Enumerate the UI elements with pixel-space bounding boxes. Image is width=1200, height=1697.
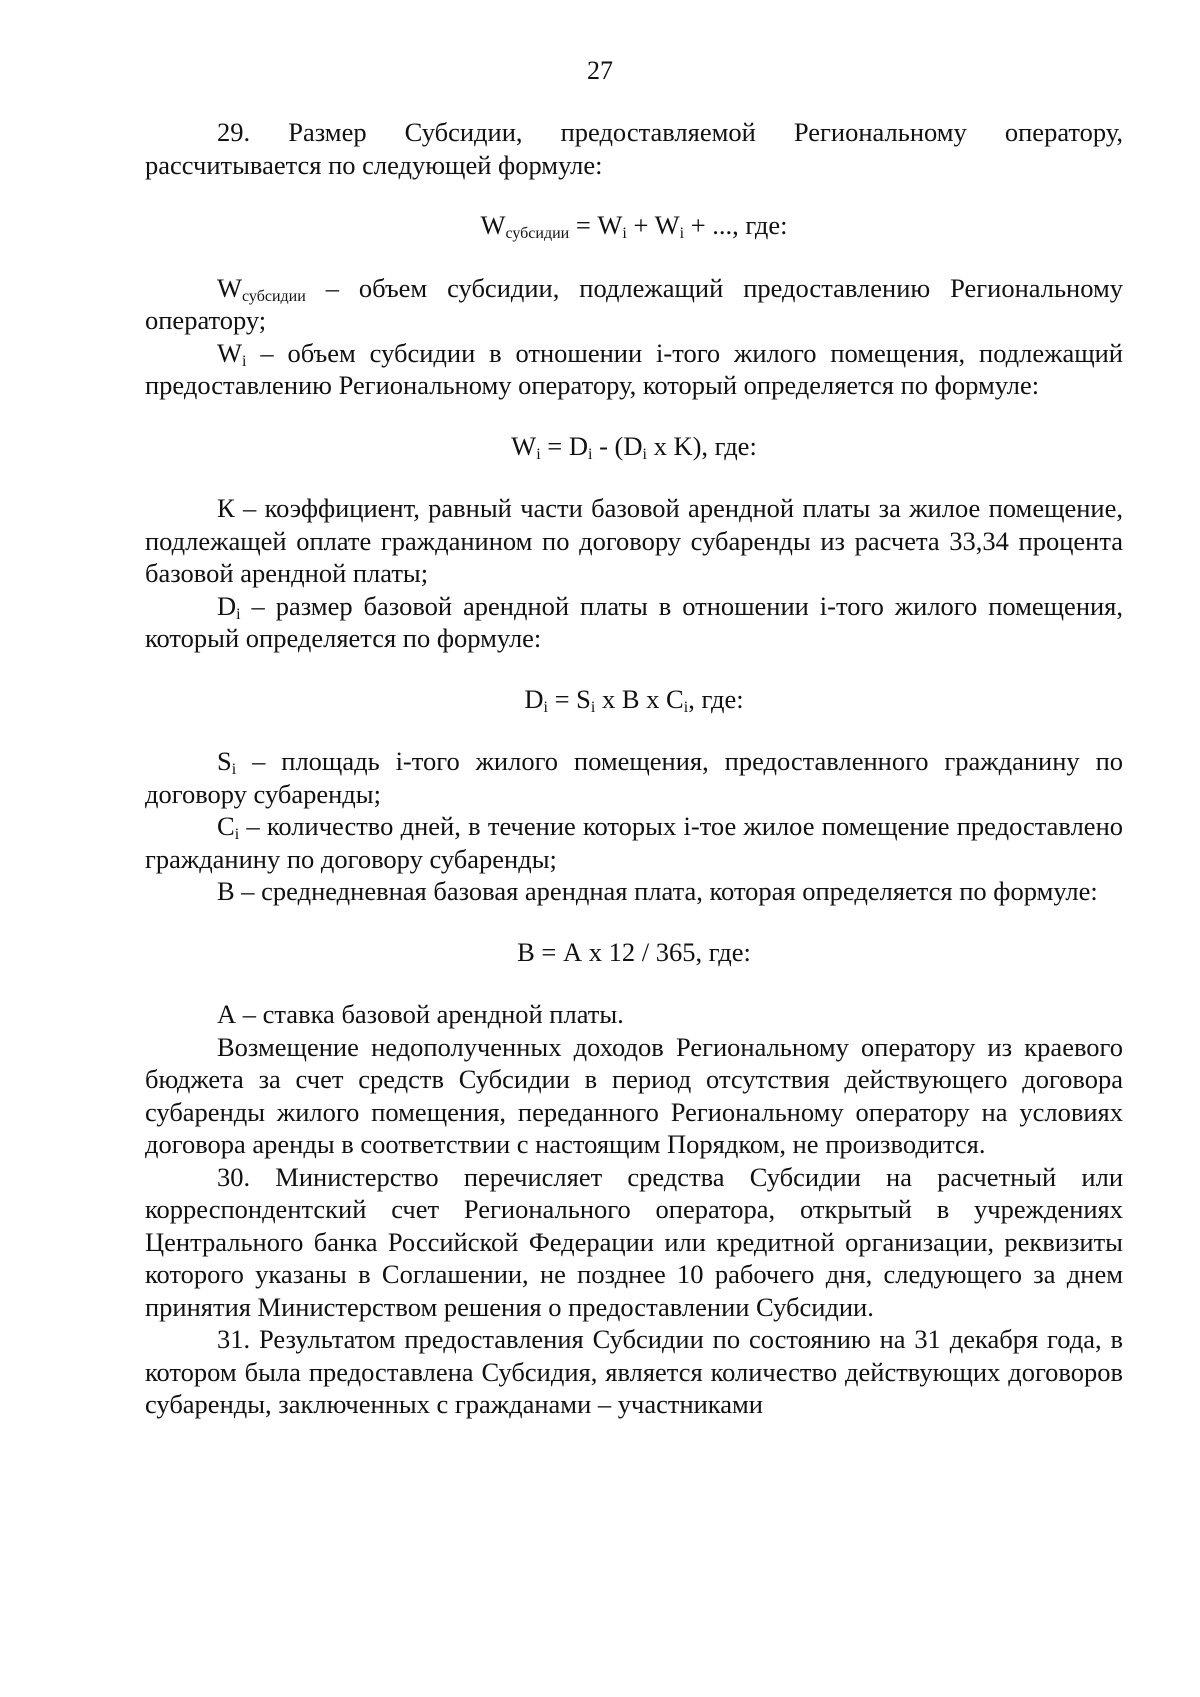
document-body	[145, 116, 1123, 1421]
paragraph-30: 30. Министерство перечисляет средства Субсидии на расчетный или корреспондентский счет Регионального оператора, открытый в учреждениях Центрального банка Российской Федерации или кредитной организации, реквизиты которого указаны в Соглашении, не позднее 10 рабочего дня, следующего за днем принятия Министерством решения о предоставлении Субсидии.	[145, 1161, 1123, 1322]
definition-a: А – ставка базовой арендной платы.	[217, 999, 624, 1029]
definition-k: К – коэффициент, равный части базовой арендной платы за жилое помещение, подлежащей оплате гражданином по договору субаренды из расчета 33,34 процента базовой арендной платы;	[145, 493, 1123, 588]
formula-w-subsidy: $W_{субсидии} = W_i + W_i$ + ..., где:	[480, 210, 788, 242]
definition-b: В – среднедневная базовая арендная плата, которая определяется по формуле:	[217, 876, 1098, 906]
formula-wi: $W_i = D_i - (D_i$ х K), где:	[511, 430, 757, 463]
definition-di: $D_i$ – размер базовой арендной платы в отношении i-того жилого помещения, который определяется по формуле:	[145, 590, 1123, 653]
page-number: 27	[587, 56, 613, 85]
formula-b: В = А х 12 / 365, где:	[517, 936, 751, 967]
paragraph-31: 31. Результатом предоставления Субсидии по состоянию на 31 декабря года, в котором была предоставлена Субсидия, является количество действующих договоров субаренды, заключенных с гражданами – участниками	[145, 1324, 1123, 1419]
paragraph-compensation: Возмещение недополученных доходов Региональному оператору из краевого бюджета за счет средств Субсидии в период отсутствия действующего договора субаренды жилого помещения, переданного Региональному оператору на условиях договора аренды в соответствии с настоящим Порядком, не производится.	[145, 1031, 1123, 1159]
paragraph-29-intro: 29. Размер Субсидии, предоставляемой Региональному оператору, рассчитывается по следующей формуле:	[145, 117, 1123, 180]
definition-w-subsidy: $W_{субсидии}$ – объем субсидии, подлежащий предоставлению Региональному оператору;	[145, 272, 1123, 335]
definition-si: $S_i$ – площадь i-того жилого помещения, предоставленного гражданину по договору субаренды;	[145, 746, 1123, 809]
formula-di: $D_i = S_i$ х В х $С_i$, где:	[524, 683, 744, 716]
definition-wi: $W_i$ – объем субсидии в отношении i-того жилого помещения, подлежащий предоставлению Региональному оператору, который определяется по формуле:	[145, 337, 1123, 400]
definition-ci: $С_i$ – количество дней, в течение которых i-тое жилое помещение предоставлено гражданину по договору субаренды;	[145, 811, 1123, 874]
